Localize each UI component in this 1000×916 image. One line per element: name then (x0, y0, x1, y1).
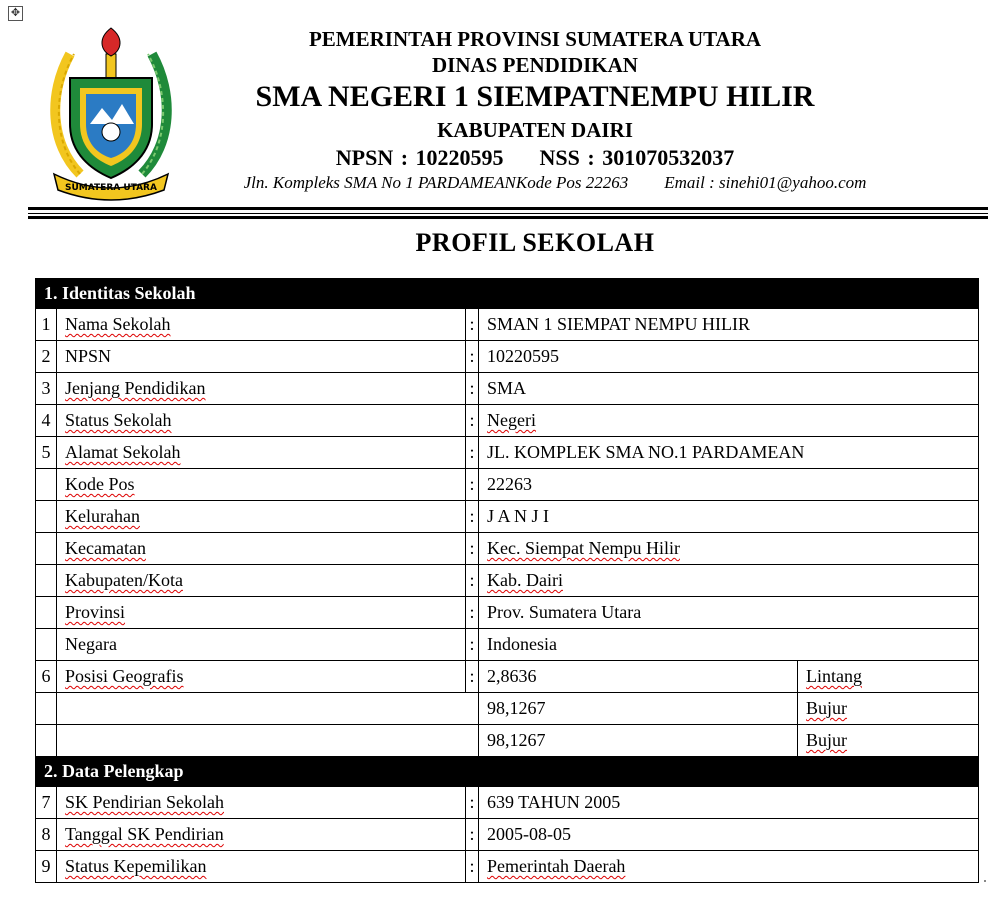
row-colon: : (466, 341, 479, 373)
geo-value-text: 98,1267 (487, 730, 546, 750)
row-colon: : (466, 597, 479, 629)
table-row (36, 787, 979, 819)
row-label (57, 501, 466, 533)
table-row (36, 851, 979, 883)
row-label-text: Kecamatan (65, 538, 146, 558)
row-number (36, 597, 57, 629)
geo-value (479, 661, 798, 693)
row-value-text: Kab. Dairi (487, 570, 563, 590)
row-number (36, 469, 57, 501)
row-value-text: Kec. Siempat Nempu Hilir (487, 538, 680, 558)
row-colon: : (466, 437, 479, 469)
row-number (36, 533, 57, 565)
row-number: 2 (36, 341, 57, 373)
row-value-text: SMAN 1 SIEMPAT NEMPU HILIR (487, 314, 751, 334)
table-row (36, 405, 979, 437)
row-label-text: Status Kepemilikan (65, 856, 207, 876)
row-number: 1 (36, 309, 57, 341)
row-label (57, 851, 466, 883)
table-row (36, 309, 979, 341)
row-value-text: 10220595 (487, 346, 559, 366)
row-label (57, 597, 466, 629)
row-label-text: Jenjang Pendidikan (65, 378, 206, 398)
row-value-text: JL. KOMPLEK SMA NO.1 PARDAMEAN (487, 442, 805, 462)
row-colon: : (466, 851, 479, 883)
geo-value (479, 693, 798, 725)
row-value (479, 533, 979, 565)
row-value (479, 629, 979, 661)
page-mark (984, 880, 986, 882)
profile-table (35, 278, 979, 883)
table-row (36, 373, 979, 405)
geo-value (479, 725, 798, 757)
row-number: 4 (36, 405, 57, 437)
department-line: DINAS PENDIDIKAN (432, 53, 638, 77)
table-row (36, 629, 979, 661)
row-label-text: Kelurahan (65, 506, 140, 526)
geo-value-text: 2,8636 (487, 666, 537, 686)
npsn-text: NPSN : 10220595 (335, 145, 504, 170)
letterhead (190, 26, 1000, 194)
row-label (57, 787, 466, 819)
row-label-text: Provinsi (65, 602, 126, 622)
row-value (479, 501, 979, 533)
regency-line: KABUPATEN DAIRI (437, 118, 633, 142)
row-label-text: Negara (65, 634, 117, 654)
row-number (36, 501, 57, 533)
row-number (36, 565, 57, 597)
school-name: SMA NEGERI 1 SIEMPATNEMPU HILIR (255, 80, 815, 113)
table-row (36, 533, 979, 565)
row-value-text: SMA (487, 378, 527, 398)
email-text: Email : sinehi01@yahoo.com (664, 173, 867, 192)
row-label-text: Posisi Geografis (65, 666, 184, 686)
section-title: 2. Data Pelengkap (36, 757, 979, 787)
row-colon: : (466, 501, 479, 533)
table-row (36, 341, 979, 373)
row-value-text: Prov. Sumatera Utara (487, 602, 642, 622)
row-number: 8 (36, 819, 57, 851)
section-header-row (36, 279, 979, 309)
row-colon: : (466, 565, 479, 597)
row-value (479, 565, 979, 597)
row-label (57, 565, 466, 597)
row-label (57, 373, 466, 405)
row-number: 3 (36, 373, 57, 405)
row-label (57, 725, 466, 757)
government-line: PEMERINTAH PROVINSI SUMATERA UTARA (308, 27, 762, 51)
row-colon: : (466, 661, 479, 693)
nss-text: NSS : 301070532037 (539, 145, 735, 170)
section-header-row (36, 757, 979, 787)
header-rule (28, 207, 988, 210)
row-label-text: NPSN (65, 346, 112, 366)
table-move-handle[interactable]: ✥ (8, 6, 23, 21)
row-value-text: 639 TAHUN 2005 (487, 792, 621, 812)
logo-ribbon-text: SUMATERA UTARA (65, 183, 157, 193)
row-label (57, 693, 466, 725)
row-value-text: 2005-08-05 (487, 824, 571, 844)
table-row (36, 819, 979, 851)
row-value (479, 597, 979, 629)
row-number (36, 725, 57, 757)
row-value-text: J A N J I (487, 506, 550, 526)
row-colon: : (466, 309, 479, 341)
row-number: 6 (36, 661, 57, 693)
geo-value-text: 98,1267 (487, 698, 546, 718)
header-rule (28, 216, 988, 219)
row-value-text: Indonesia (487, 634, 557, 654)
row-colon: : (466, 819, 479, 851)
row-value (479, 341, 979, 373)
row-label (57, 469, 466, 501)
row-label (57, 341, 466, 373)
header-rule (28, 213, 988, 214)
table-row (36, 501, 979, 533)
row-label-text: Alamat Sekolah (65, 442, 181, 462)
row-value (479, 469, 979, 501)
row-label (57, 629, 466, 661)
row-label (57, 405, 466, 437)
table-row (36, 437, 979, 469)
row-label (57, 661, 466, 693)
geo-row (36, 693, 979, 725)
geo-unit-text: Bujur (806, 698, 848, 718)
row-value (479, 373, 979, 405)
table-row (36, 469, 979, 501)
row-value (479, 787, 979, 819)
geo-row (36, 725, 979, 757)
row-label (57, 437, 466, 469)
geo-unit (798, 693, 979, 725)
row-value (479, 309, 979, 341)
geo-unit-text: Lintang (806, 666, 862, 686)
geo-unit (798, 661, 979, 693)
table-row (36, 565, 979, 597)
row-label (57, 819, 466, 851)
row-label-text: Kode Pos (65, 474, 135, 494)
row-label (57, 309, 466, 341)
row-number (36, 629, 57, 661)
geo-unit (798, 725, 979, 757)
row-colon: : (466, 373, 479, 405)
row-label-text: Kabupaten/Kota (65, 570, 183, 590)
row-colon: : (466, 533, 479, 565)
row-colon: : (466, 469, 479, 501)
row-label-text: Tanggal SK Pendirian (65, 824, 224, 844)
row-colon: : (466, 787, 479, 819)
row-number: 9 (36, 851, 57, 883)
row-value-text: 22263 (487, 474, 532, 494)
address-line (150, 172, 960, 194)
row-colon: : (466, 629, 479, 661)
id-numbers (130, 144, 940, 172)
row-value (479, 819, 979, 851)
table-row (36, 597, 979, 629)
row-label-text: Status Sekolah (65, 410, 172, 430)
row-colon: : (466, 405, 479, 437)
row-value-text: Pemerintah Daerah (487, 856, 626, 876)
row-number (36, 693, 57, 725)
address-text: Jln. Kompleks SMA No 1 PARDAMEANKode Pos 22263 (243, 173, 629, 192)
row-label-text: SK Pendirian Sekolah (65, 792, 224, 812)
document-title: PROFIL SEKOLAH (415, 228, 655, 257)
row-value (479, 405, 979, 437)
row-value (479, 851, 979, 883)
geo-row (36, 661, 979, 693)
geo-unit-text: Bujur (806, 730, 848, 750)
section-title: 1. Identitas Sekolah (36, 279, 979, 309)
row-colon (466, 693, 479, 725)
row-colon (466, 725, 479, 757)
row-value-text: Negeri (487, 410, 536, 430)
row-number: 7 (36, 787, 57, 819)
row-label (57, 533, 466, 565)
row-label-text: Nama Sekolah (65, 314, 171, 334)
row-value (479, 437, 979, 469)
row-number: 5 (36, 437, 57, 469)
